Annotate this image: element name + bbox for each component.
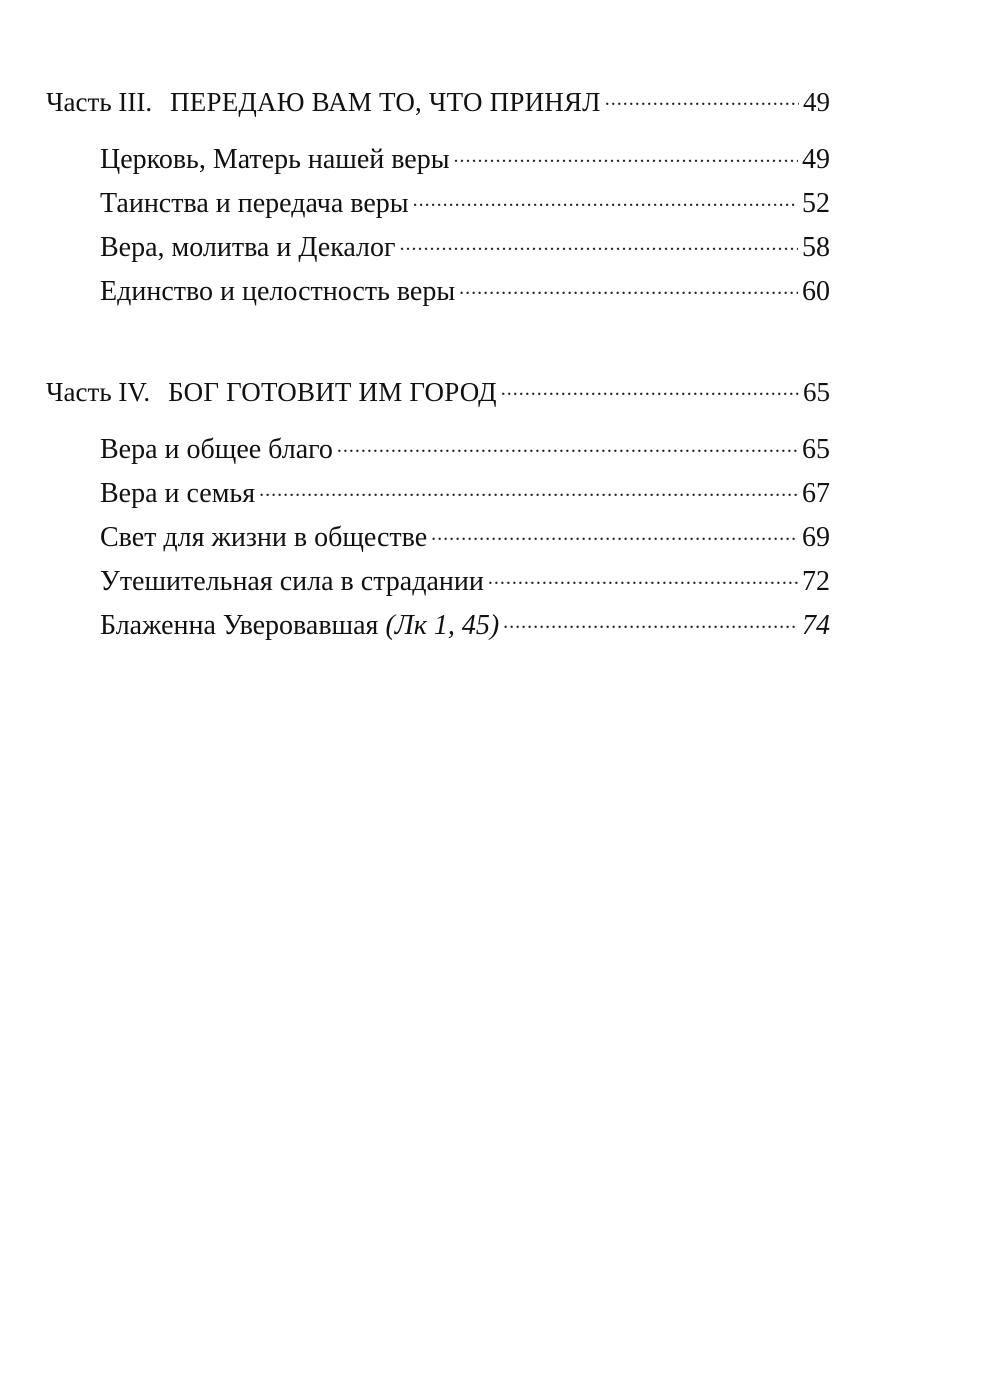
page-number: 60	[802, 276, 830, 307]
page-number: 67	[802, 478, 830, 509]
page-number: 74	[802, 610, 830, 641]
dot-leader	[400, 228, 798, 256]
table-of-contents	[46, 80, 830, 704]
dot-leader	[503, 606, 798, 634]
dot-leader	[488, 562, 798, 590]
toc-entry	[46, 516, 830, 560]
toc-entry	[46, 182, 830, 226]
entry-title: Вера и семья	[100, 478, 256, 509]
dot-leader	[413, 184, 798, 212]
toc-entry	[46, 226, 830, 270]
entry-title: Единство и целостность веры	[100, 276, 456, 307]
dot-leader	[605, 84, 799, 111]
toc-entry	[46, 428, 830, 472]
dot-leader	[431, 518, 798, 546]
scripture-reference: (Лк 1, 45)	[385, 610, 500, 641]
part-label: Часть III.	[46, 87, 153, 117]
entry-title-text: Блаженна Уверовавшая	[100, 610, 386, 641]
part-label: Часть IV.	[46, 377, 151, 407]
entry-title	[100, 604, 499, 648]
toc-entry	[46, 560, 830, 604]
page-number: 65	[803, 377, 830, 407]
toc-part-3	[46, 80, 830, 314]
toc-part-heading	[46, 370, 830, 416]
toc-part-heading	[46, 80, 830, 126]
entry-title: Таинства и передача веры	[100, 188, 409, 219]
entry-title: Свет для жизни в обществе	[100, 522, 428, 553]
part-title: ПЕРЕДАЮ ВАМ ТО, ЧТО ПРИНЯЛ	[170, 87, 601, 117]
toc-entry	[46, 604, 830, 648]
dot-leader	[459, 272, 798, 300]
page-number: 72	[802, 566, 830, 597]
page-number: 49	[803, 87, 830, 117]
toc-entry	[46, 270, 830, 314]
page-number: 49	[802, 144, 830, 175]
page-number: 69	[802, 522, 830, 553]
entry-title: Утешительная сила в страдании	[100, 566, 484, 597]
dot-leader	[454, 140, 798, 168]
dot-leader	[259, 474, 798, 502]
entry-title: Вера и общее благо	[100, 434, 333, 465]
entry-title: Церковь, Матерь нашей веры	[100, 144, 450, 175]
part-title: БОГ ГОТОВИТ ИМ ГОРОД	[168, 377, 497, 407]
entry-title: Вера, молитва и Декалог	[100, 232, 396, 263]
toc-entry	[46, 472, 830, 516]
page-number: 58	[802, 232, 830, 263]
dot-leader	[501, 374, 799, 401]
page-number: 52	[802, 188, 830, 219]
page-number: 65	[802, 434, 830, 465]
toc-entry	[46, 138, 830, 182]
dot-leader	[337, 430, 798, 458]
toc-part-4	[46, 370, 830, 648]
